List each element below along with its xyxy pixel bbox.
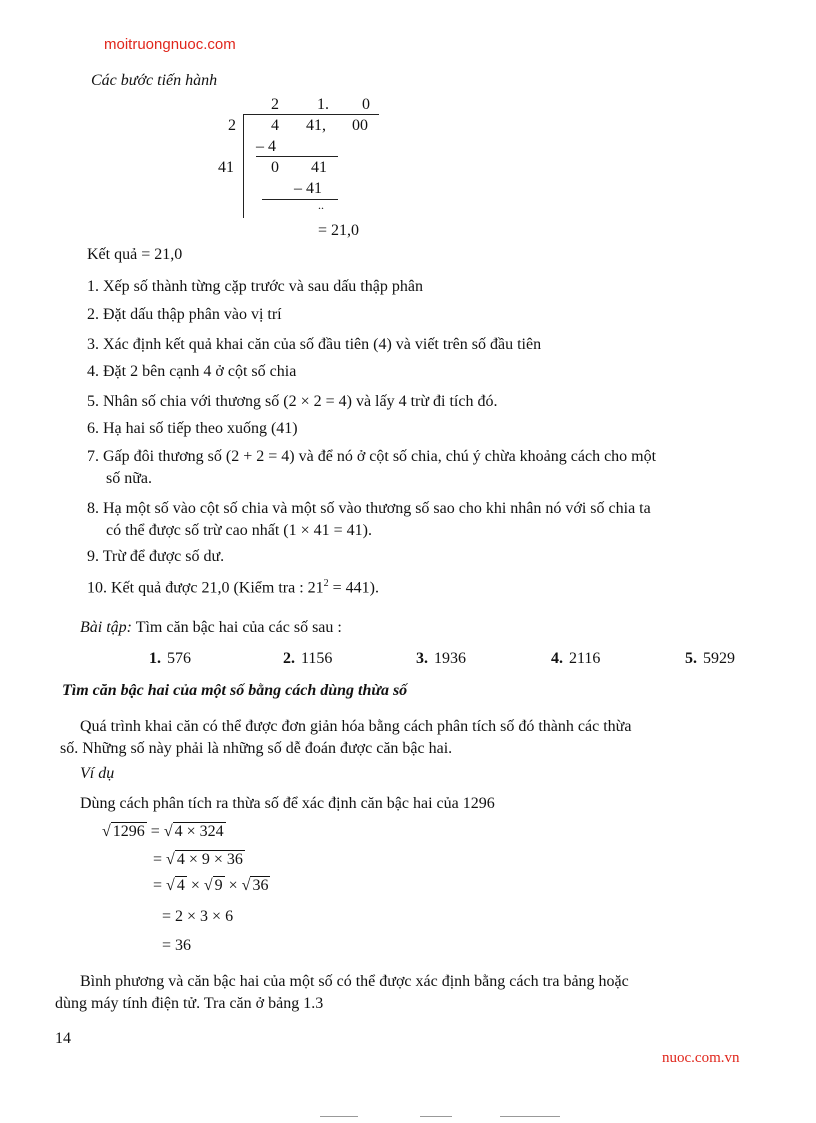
exercise-item-value: 1936 (434, 650, 466, 667)
step-item-continued: có thể được số trừ cao nhất (1 × 41 = 41). (106, 522, 373, 539)
step-item-continued: số nữa. (106, 470, 152, 487)
step-item (87, 578, 379, 597)
radical-sign: √ (241, 877, 251, 894)
paragraph-line: Quá trình khai căn có thể được đơn giản hóa bằng cách phân tích số đó thành các thừa (80, 718, 632, 735)
divisor: 2 (228, 117, 236, 134)
scan-artifact (500, 1116, 560, 1117)
radicand: 4 × 324 (174, 823, 224, 840)
radical-sign: √ (166, 877, 175, 894)
exercise-item-number: 5. (685, 650, 697, 667)
equals: = (153, 851, 167, 868)
exercise-item-value: 576 (167, 650, 191, 667)
radical-sign: √ (163, 823, 173, 840)
paragraph-line: Bình phương và căn bậc hai của một số có thể được xác định bằng cách tra bảng hoặc (80, 973, 629, 990)
scan-artifact (420, 1116, 452, 1117)
exercise-item (551, 650, 600, 668)
division-vertical-bar (243, 114, 244, 218)
step-item: 7. Gấp đôi thương số (2 + 2 = 4) và để nó ở cột số chia, chú ý chừa khoảng cách cho một (87, 448, 657, 465)
paragraph-line: dùng máy tính điện tử. Tra căn ở bảng 1.3 (55, 995, 324, 1012)
math-line: = 2 × 3 × 6 (162, 908, 234, 925)
subtraction-line-2 (262, 199, 338, 200)
step-item: 5. Nhân số chia với thương số (2 × 2 = 4) và lấy 4 trừ đi tích đó. (87, 393, 498, 410)
exercise-prompt (80, 619, 342, 637)
exercise-item-number: 4. (551, 650, 563, 667)
section-title: Các bước tiến hành (91, 72, 218, 89)
step-item: 4. Đặt 2 bên cạnh 4 ở cột số chia (87, 363, 297, 380)
radicand: 4 (176, 877, 185, 894)
subheading: Tìm căn bậc hai của một số bằng cách dùng thừa số (62, 682, 408, 699)
equals: = (146, 823, 164, 840)
exercise-item (149, 650, 191, 668)
remainder-digit: 0 (271, 159, 279, 176)
result-text: Kết quả = 21,0 (87, 246, 183, 263)
remainder-digit: 41 (311, 159, 327, 176)
math-line (153, 876, 270, 895)
exercise-item (685, 650, 735, 668)
radical-sign: √ (166, 851, 175, 868)
division-top-bar (243, 114, 379, 115)
exercise-item-value: 5929 (703, 650, 735, 667)
exercise-item-number: 1. (149, 650, 161, 667)
exercise-label: Bài tập: (80, 619, 132, 636)
exercise-item-number: 3. (416, 650, 428, 667)
paragraph-line: số. Những số này phải là những số dễ đoán được căn bậc hai. (60, 740, 453, 757)
scan-artifact (320, 1116, 358, 1117)
quotient-digit: 1. (317, 96, 329, 113)
subtraction-2: – 41 (294, 180, 322, 197)
exercise-item (283, 650, 332, 668)
exercise-item-number: 2. (283, 650, 295, 667)
quotient-digit: 0 (362, 96, 370, 113)
step-item: 2. Đặt dấu thập phân vào vị trí (87, 306, 282, 323)
step-item: 8. Hạ một số vào cột số chia và một số vào thương số sao cho khi nhân nó với số chia ta (87, 500, 651, 517)
subtraction-line-1 (256, 156, 338, 157)
times: × (224, 877, 242, 894)
divisor: 41 (218, 159, 234, 176)
superscript: 2 (323, 578, 329, 589)
remainder-dots: .. (318, 198, 324, 212)
radicand: 4 × 9 × 36 (176, 851, 243, 868)
quotient-digit: 2 (271, 96, 279, 113)
step-item: 9. Trừ để được số dư. (87, 548, 225, 565)
footer-watermark: nuoc.com.vn (662, 1050, 740, 1066)
radicand: 1296 (112, 823, 145, 840)
math-line: = 36 (162, 937, 192, 954)
radicand: 9 (214, 877, 223, 894)
dividend-digit: 00 (352, 117, 368, 134)
radical-sign: √ (203, 877, 213, 894)
exercise-item-value: 2116 (569, 650, 601, 667)
step-item: 3. Xác định kết quả khai căn của số đầu tiên (4) và viết trên số đầu tiên (87, 336, 542, 353)
radical-sign: √ (102, 823, 111, 840)
radicand: 36 (252, 877, 269, 894)
step-text: = 441). (328, 579, 379, 597)
exercise-item-value: 1156 (301, 650, 333, 667)
division-result: = 21,0 (318, 222, 360, 239)
header-watermark: moitruongnuoc.com (104, 36, 236, 53)
example-label: Ví dụ (80, 765, 115, 782)
exercise-item (416, 650, 466, 668)
exercise-text: Tìm căn bậc hai của các số sau : (132, 619, 342, 636)
equals: = (153, 877, 167, 894)
step-item: 1. Xếp số thành từng cặp trước và sau dấu thập phân (87, 278, 423, 295)
math-line (102, 822, 226, 841)
dividend-digit: 4 (271, 117, 279, 134)
subtraction-1: – 4 (256, 138, 276, 155)
example-intro: Dùng cách phân tích ra thừa số để xác định căn bậc hai của 1296 (80, 795, 495, 812)
dividend-digit: 41, (306, 117, 326, 134)
step-text: 10. Kết quả được 21,0 (Kiểm tra : 21 (87, 579, 324, 597)
math-line (153, 850, 245, 869)
step-item: 6. Hạ hai số tiếp theo xuống (41) (87, 420, 298, 437)
page-number: 14 (55, 1030, 71, 1047)
times: × (186, 877, 204, 894)
